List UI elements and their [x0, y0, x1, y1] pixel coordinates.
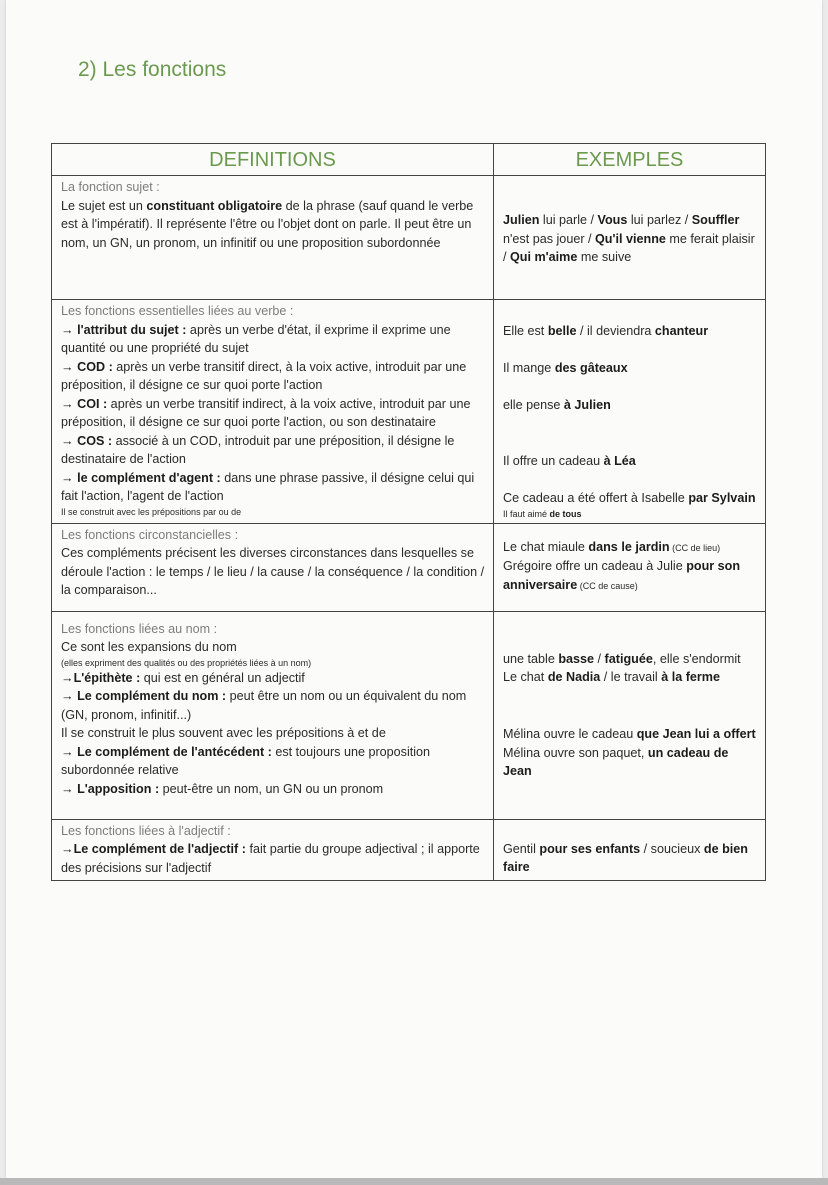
example-agent-note: Il faut aimé de tous [503, 508, 582, 519]
header-definitions: DEFINITIONS [52, 144, 494, 176]
example-cos: Il offre un cadeau à Léa [503, 454, 636, 468]
complement-nom-definition: → Le complément du nom : peut être un nom ou un équivalent du nom (GN, pronom, infinitif...) [61, 689, 467, 722]
example-text: Julien lui parle / Vous lui parlez / Souffler n'est pas jouer / Qu'il vienne me ferait plaisir / Qui m'aime me suive [503, 213, 755, 264]
paper-sheet [6, 0, 822, 1178]
example-antecedent: Mélina ouvre le cadeau que Jean lui a offert [503, 727, 756, 741]
definition-cell-verbe [52, 300, 494, 524]
coi-definition: → COI : après un verbe transitif indirect, à la voix active, introduit par une préposition, il désigne ce sur quoi porte l'action, ou son destinataire [61, 396, 471, 429]
example-cod: Il mange des gâteaux [503, 361, 628, 375]
example-attribut: Elle est belle / il deviendra chanteur [503, 324, 709, 338]
example-adjectif: Gentil pour ses enfants / soucieux de bien faire [503, 841, 748, 874]
example-cell-verbe [494, 300, 766, 524]
example-cc-lieu: Le chat miaule dans le jardin (CC de lieu) [503, 539, 721, 554]
example-cell-sujet [494, 176, 766, 300]
antecedent-definition: → Le complément de l'antécédent : est toujours une proposition subordonnée relative [61, 744, 431, 777]
arrow-icon: → [61, 396, 74, 411]
table-row-circonstancielles [52, 523, 766, 611]
definition-text: Le sujet est un constituant obligatoire de la phrase (sauf quand le verbe est à l'impératif). Il représente l'être ou l'objet dont on parle. Il peut être un nom, un GN, un pronom, un infinitif ou une proposition subordonnée [61, 198, 474, 250]
example-cc-cause: Grégoire offre un cadeau à Julie pour son anniversaire (CC de cause) [503, 559, 741, 592]
cod-definition: → COD : après un verbe transitif direct, à la voix active, introduit par une préposition, il désigne ce sur quoi porte l'action [61, 359, 467, 392]
arrow-icon: → [61, 670, 74, 685]
example-cell-nom [494, 611, 766, 819]
arrow-icon: → [61, 433, 74, 448]
epithete-definition: →L'épithète : qui est en général un adjectif [61, 670, 305, 685]
row-heading-circ: Les fonctions circonstancielles : [61, 527, 239, 542]
row-heading-nom: Les fonctions liées au nom : [61, 621, 218, 636]
apposition-definition: → L'apposition : peut-être un nom, un GN ou un pronom [61, 781, 384, 796]
example-epithete: une table basse / fatiguée, elle s'endormit [503, 651, 741, 666]
definition-cell-circ [52, 523, 494, 611]
row-heading-sujet: La fonction sujet : [61, 180, 160, 194]
table-row-sujet [52, 176, 766, 300]
complement-adjectif-definition: →Le complément de l'adjectif : fait partie du groupe adjectival ; il apporte des précisions sur l'adjectif [61, 842, 480, 875]
definition-cell-nom [52, 611, 494, 819]
example-complement-nom: Le chat de Nadia / le travail à la ferme [503, 670, 721, 684]
table-row-verbe [52, 300, 766, 524]
cos-definition: → COS : associé à un COD, introduit par une préposition, il désigne le destinataire de l'action [61, 433, 455, 466]
example-cell-adj [494, 819, 766, 881]
nom-intro: Ce sont les expansions du nom [61, 640, 237, 654]
table-row-nom [52, 611, 766, 819]
header-exemples: EXEMPLES [494, 144, 766, 176]
arrow-icon: → [61, 470, 74, 485]
functions-table [51, 143, 766, 881]
agent-note: Il se construit avec les prépositions par ou de [61, 506, 242, 517]
definition-cell-adj [52, 819, 494, 881]
arrow-icon: → [61, 842, 74, 856]
nom-intro-note: (elles expriment des qualités ou des propriétés liées à un nom) [61, 657, 312, 668]
agent-definition: → le complément d'agent : dans une phrase passive, il désigne celui qui fait l'action, l'agent de l'action [61, 470, 475, 503]
complement-nom-note: Il se construit le plus souvent avec les prépositions à et de [61, 726, 386, 740]
table-row-adjectif [52, 819, 766, 881]
arrow-icon: → [61, 359, 74, 374]
row-heading-verbe: Les fonctions essentielles liées au verbe : [61, 304, 294, 318]
example-coi: elle pense à Julien [503, 398, 611, 412]
definition-cell-sujet [52, 176, 494, 300]
definition-text: Ces compléments précisent les diverses circonstances dans lesquelles se déroule l'action : le temps / le lieu / la cause / la conséquence / la condition / la comparaison... [61, 546, 485, 597]
attribut-definition: → l'attribut du sujet : après un verbe d'état, il exprime il exprime une quantité ou une propriété du sujet [61, 322, 451, 355]
example-agent: Ce cadeau a été offert à Isabelle par Sylvain [503, 491, 756, 505]
arrow-icon: → [61, 689, 74, 703]
example-apposition: Mélina ouvre son paquet, un cadeau de Jean [503, 745, 729, 778]
row-heading-adj: Les fonctions liées à l'adjectif : [61, 823, 231, 838]
desk-edge [0, 1178, 828, 1185]
section-title: 2) Les fonctions [78, 58, 227, 81]
example-cell-circ [494, 523, 766, 611]
table-header-row [52, 144, 766, 176]
arrow-icon: → [61, 322, 74, 337]
arrow-icon: → [61, 744, 74, 759]
arrow-icon: → [61, 781, 74, 796]
